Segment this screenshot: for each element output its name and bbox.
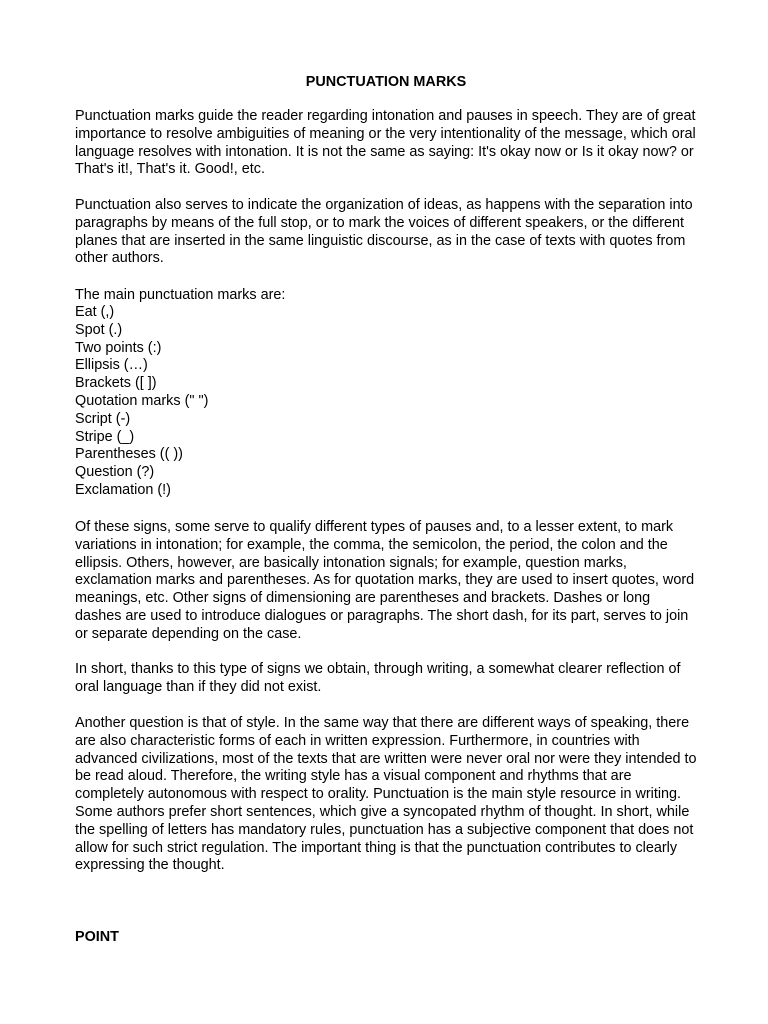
paragraph-in-short: In short, thanks to this type of signs we obtain, through writing, a somewhat clearer reflection of oral language than if they did not exist.	[75, 661, 681, 695]
list-item: Brackets ([ ])	[75, 375, 157, 392]
list-item: Spot (.)	[75, 321, 123, 338]
list-item: Script (-)	[75, 410, 131, 427]
paragraph-organization: Punctuation also serves to indicate the organization of ideas, as happens with the separation into paragraphs by means of the full stop, or to mark the voices of different speakers, or the different planes that are inserted in the same linguistic discourse, as in the case of texts with quotes from other authors.	[75, 197, 693, 267]
list-item: Quotation marks (" ")	[75, 392, 209, 409]
document-title: PUNCTUATION MARKS	[305, 74, 467, 90]
list-item: Eat (,)	[75, 304, 115, 320]
list-item: Parentheses (( ))	[75, 446, 183, 463]
list-item: Question (?)	[75, 464, 155, 481]
list-item: Two points (:)	[75, 339, 162, 356]
paragraph-style: Another question is that of style. In the same way that there are different ways of speaking, there are also characteristic forms of each in written expression. Furthermore, in countries with advanced civilizations, most of the texts that are written were never oral nor were they intended to be read aloud. Therefore, the writing style has a visual component and rhythms that are completely autonomous with respect to orality. Punctuation is the main style resource in writing. Some authors prefer short sentences, which give a syncopated rhythm of thought. In short, while the spelling of letters has mandatory rules, punctuation has a subjective component that does not allow for such strict regulation. The important thing is that the punctuation contributes to clearly expressing the thought.	[75, 715, 697, 874]
list-item: Stripe (_)	[75, 428, 135, 445]
list-item: Ellipsis (…)	[75, 357, 148, 374]
punctuation-marks-list	[75, 304, 697, 500]
list-item: Exclamation (!)	[75, 481, 171, 498]
section-heading-point: POINT	[75, 929, 119, 945]
list-intro: The main punctuation marks are:	[75, 287, 286, 303]
paragraph-intonation: Punctuation marks guide the reader regarding intonation and pauses in speech. They are of great importance to resolve ambiguities of meaning or the very intentionality of the message, which oral language resolves with intonation. It is not the same as saying: It's okay now or Is it okay now? or That's it!, That's it. Good!, etc.	[75, 108, 696, 178]
paragraph-signs: Of these signs, some serve to qualify different types of pauses and, to a lesser extent, to mark variations in intonation; for example, the comma, the semicolon, the period, the colon and the ellipsis. Others, however, are basically intonation signals; for example, question marks, exclamation marks and parentheses. As for quotation marks, they are used to insert quotes, word meanings, etc. Other signs of dimensioning are parentheses and brackets. Dashes or long dashes are used to introduce dialogues or paragraphs. The short dash, for its part, serves to join or separate depending on the case.	[75, 519, 695, 642]
